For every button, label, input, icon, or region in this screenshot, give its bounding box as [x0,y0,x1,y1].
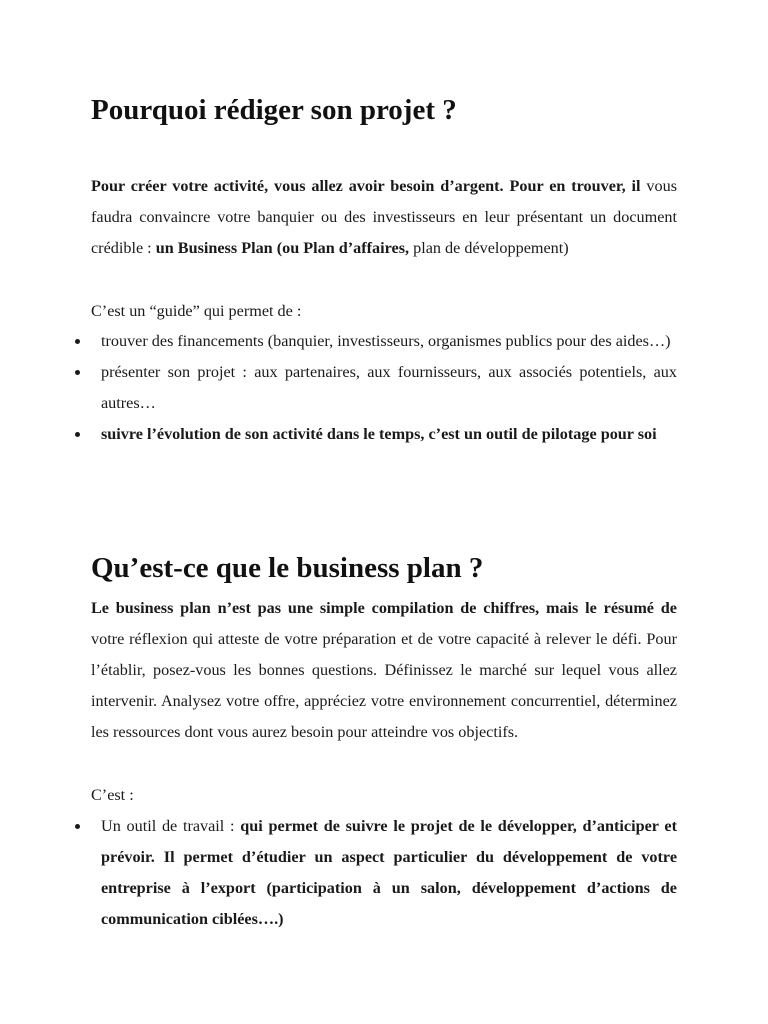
list-item [91,419,677,450]
section-heading: Pourquoi rédiger son projet ? [91,94,457,126]
intro-paragraph [91,171,677,264]
intro-emphasis: un Business Plan (ou Plan d’affaires, [155,239,410,257]
list-item-text: qui permet de suivre le projet de le développer, d’anticiper et prévoir. Il permet d’étudier un aspect particulier du développement de votre entreprise à l’export (participation à un salon, développement d’actions de communication ciblées….) [101,817,677,928]
list-item-text: suivre l’évolution de son activité dans le temps, c’est un outil de pilotage pour soi [101,425,657,443]
list-item [91,326,677,357]
definition-bold-text: Le business plan n’est pas une simple compilation de chiffres, mais le résumé de [91,599,677,617]
intro-text: vous faudra convaincre votre banquier ou des investisseurs en leur présentant un document crédible : [91,177,678,257]
list-item [91,811,677,935]
section-heading: Qu’est-ce que le business plan ? [91,552,484,584]
list-item-text: présenter son projet : aux partenaires, aux fournisseurs, aux associés potentiels, aux autres… [101,363,677,412]
list-item-label: Un outil de travail : [101,817,241,835]
intro-text-end: plan de développement) [409,239,569,257]
definition-text: votre réflexion qui atteste de votre préparation et de votre capacité à relever le défi. Pour l’établir, posez-vous les bonnes questions. Définissez le marché sur lequel vous allez intervenir. Analysez votre offre, appréciez votre environnement concurrentiel, déterminez les ressources dont vous aurez besoin pour atteindre vos objectifs. [91,630,677,741]
intro-bold-text: Pour créer votre activité, vous allez avoir besoin d’argent. Pour en trouver, il [91,177,641,195]
bullet-icon [75,824,80,829]
bullet-icon [75,339,80,344]
list-item [91,357,677,419]
definition-paragraph [91,593,677,748]
purpose-list [91,326,677,450]
definition-list [91,811,677,935]
list-item-text: trouver des financements (banquier, investisseurs, organismes publics pour des aides…) [101,332,671,350]
bullet-icon [75,370,80,375]
bullet-icon [75,432,80,437]
guide-lead: C’est un “guide” qui permet de : [91,302,302,320]
definition-lead: C’est : [91,786,134,804]
